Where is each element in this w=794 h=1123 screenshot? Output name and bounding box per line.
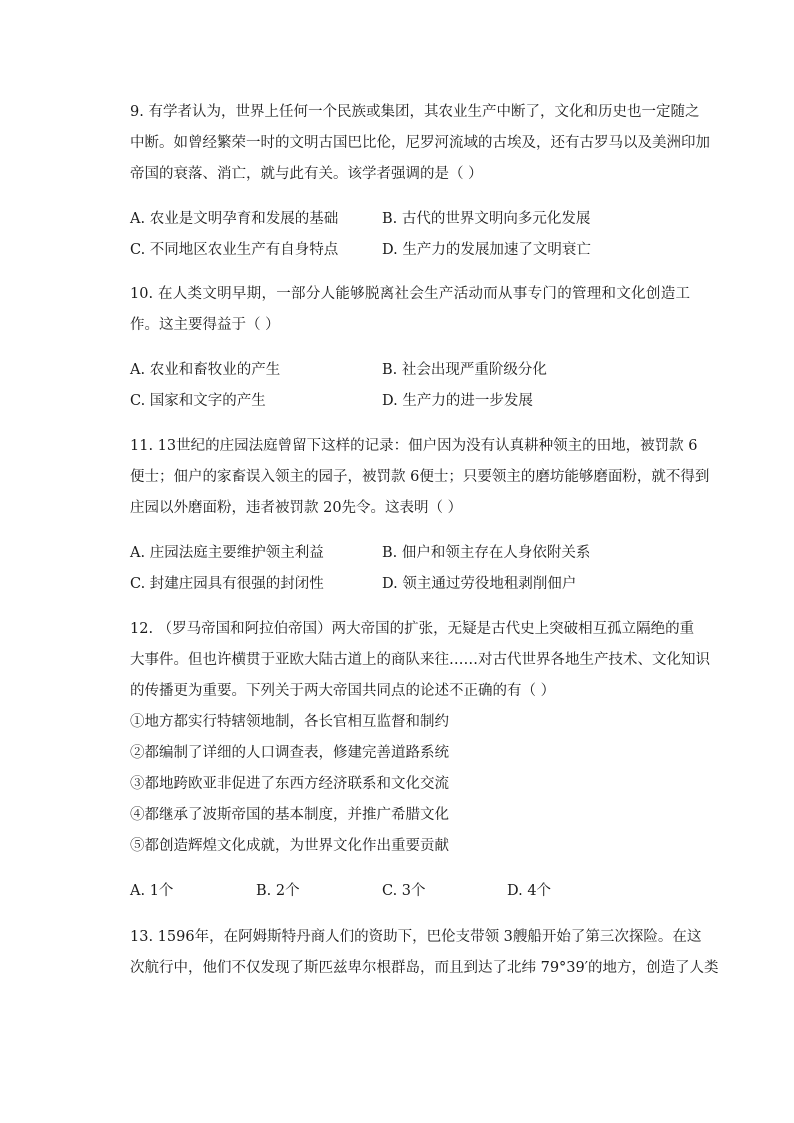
question-9-line-1: 9. 有学者认为，世界上任何一个民族或集团，其农业生产中断了，文化和历史也一定随之 [130, 104, 700, 120]
question-11-option-c: C. 封建庄园具有很强的封闭性 [130, 576, 324, 592]
question-12-statement-3: ③都地跨欧亚非促进了东西方经济联系和文化交流 [130, 776, 449, 792]
question-12-statement-5: ⑤都创造辉煌文化成就，为世界文化作出重要贡献 [130, 838, 449, 854]
question-9-option-b: B. 古代的世界文明向多元化发展 [382, 211, 591, 227]
question-12-statement-2: ②都编制了详细的人口调查表，修建完善道路系统 [130, 745, 449, 761]
question-9-option-a: A. 农业是文明孕育和发展的基础 [130, 211, 339, 227]
question-12-option-a: A. 1个 [130, 883, 174, 899]
question-12-line-1: 12. （罗马帝国和阿拉伯帝国）两大帝国的扩张，无疑是古代史上突破相互孤立隔绝的重 [130, 621, 695, 637]
question-11-option-a: A. 庄园法庭主要维护领主利益 [130, 545, 324, 561]
question-10-option-c: C. 国家和文字的产生 [130, 393, 266, 409]
question-10-option-a: A. 农业和畜牧业的产生 [130, 362, 281, 378]
question-10-option-d: D. 生产力的进一步发展 [382, 393, 533, 409]
question-12-line-3: 的传播更为重要。下列关于两大帝国共同点的论述不正确的有（ ） [130, 683, 556, 699]
question-12-statement-4: ④都继承了波斯帝国的基本制度，并推广希腊文化 [130, 807, 449, 823]
question-11-line-1: 11. 13世纪的庄园法庭曾留下这样的记录：佃户因为没有认真耕种领主的田地，被罚款 6 [130, 438, 698, 454]
question-11-option-b: B. 佃户和领主存在人身依附关系 [382, 545, 591, 561]
question-11-line-3: 庄园以外磨面粉，违者被罚款 20先令。这表明（ ） [130, 500, 463, 516]
question-12-option-c: C. 3个 [382, 883, 426, 899]
question-10-option-b: B. 社会出现严重阶级分化 [382, 362, 547, 378]
question-12-option-d: D. 4个 [507, 883, 552, 899]
question-11-line-2: 便士；佃户的家畜误入领主的园子，被罚款 6便士；只要领主的磨坊能够磨面粉，就不得到 [130, 469, 710, 485]
question-13-line-1: 13. 1596年，在阿姆斯特丹商人们的资助下，巴伦支带领 3艘船开始了第三次探险。在这 [130, 929, 702, 945]
question-10-line-2: 作。这主要得益于（ ） [130, 317, 280, 333]
question-12-statement-1: ①地方都实行特辖领地制，各长官相互监督和制约 [130, 714, 449, 730]
question-12-option-b: B. 2个 [256, 883, 300, 899]
question-11-option-d: D. 领主通过劳役地租剥削佃户 [382, 576, 577, 592]
question-10-line-1: 10. 在人类文明早期，一部分人能够脱离社会生产活动而从事专门的管理和文化创造工 [130, 286, 690, 302]
question-9-option-d: D. 生产力的发展加速了文明衰亡 [382, 242, 591, 258]
question-13-line-2: 次航行中，他们不仅发现了斯匹兹卑尔根群岛，而且到达了北纬 79°39′的地方，创造了人类 [130, 960, 719, 976]
question-9-line-2: 中断。如曾经繁荣一时的文明古国巴比伦，尼罗河流域的古埃及，还有古罗马以及美洲印加 [130, 135, 710, 151]
question-9-option-c: C. 不同地区农业生产有自身特点 [130, 242, 339, 258]
question-9-line-3: 帝国的衰落、消亡，就与此有关。该学者强调的是（ ） [130, 166, 483, 182]
question-12-line-2: 大事件。但也许横贯于亚欧大陆古道上的商队来往……对古代世界各地生产技术、文化知识 [130, 652, 710, 668]
